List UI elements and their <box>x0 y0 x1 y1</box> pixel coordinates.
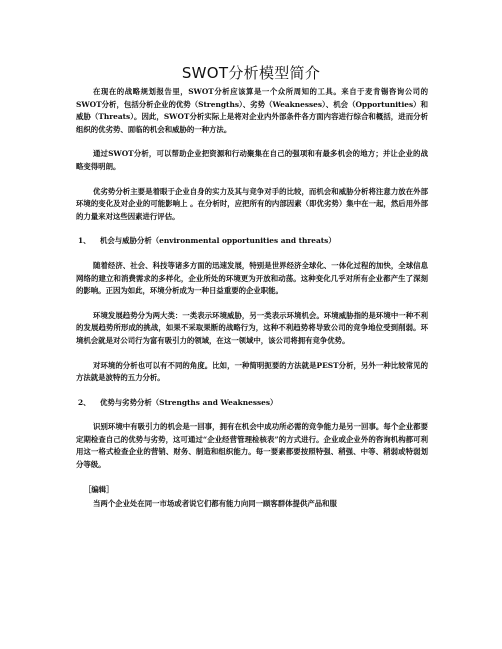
paragraph-analysis-methods: 对环境的分析也可以有不同的角度。比如，一种简明扼要的方法就是PEST分析，另外一种比较常见的方法就是波特的五力分析。 <box>76 360 428 383</box>
section-heading-opportunities-threats <box>76 235 428 248</box>
document-title: SWOT分析模型简介 <box>181 64 321 82</box>
paragraph-benefit: 通过SWOT分析，可以帮助企业把资源和行动聚集在自己的强项和有最多机会的地方；并让企业的战略变得明朗。 <box>76 149 428 171</box>
paragraph-threats-opportunities: 环境发展趋势分为两大类：一类表示环境威胁，另一类表示环境机会。环境威胁指的是环境中一种不利的发展趋势所形成的挑战，如果不采取果断的战略行为，这种不利趋势将导致公司的竞争地位受到削弱。环境机会就是对公司行为富有吸引力的领域，在这一领域中，该公司将拥有竞争优势。 <box>76 310 428 345</box>
paragraph-analysis-focus: 优劣势分析主要是着眼于企业自身的实力及其与竞争对手的比较，而机会和威胁分析将注意力放在外部环境的变化及对企业的可能影响上 。在分析时，应把所有的内部因素（即优劣势）集中在一起，然后用外部的力量来对这些因素进行评估。 <box>76 186 428 221</box>
section-heading-text: 优势与劣势分析（Strengths and Weaknesses） <box>100 397 278 407</box>
paragraph-intro: 在现在的战略规划报告里，SWOT分析应该算是一个众所周知的工具。来自于麦肯锡咨询公司的SWOT分析，包括分析企业的优势（Strengths）、劣势（Weaknesses）、机会（Opportunities）和威胁（Threats）。因此，SWOT分析实际上是将对企业内外部条件各方面内容进行综合和概括，进而分析组织的优劣势、面临的机会和威胁的一种方法。 <box>76 87 428 134</box>
section-heading-text: 机会与威胁分析（environmental opportunities and threats） <box>100 236 336 246</box>
document-body <box>76 86 428 523</box>
paragraph-environment-change: 随着经济、社会、科技等诸多方面的迅速发展，特别是世界经济全球化、一体化过程的加快，全球信息网络的建立和消费需求的多样化，企业所处的环境更为开放和动荡。这种变化几乎对所有企业都产生了深刻的影响。正因为如此，环境分析成为一种日益重要的企业职能。 <box>76 260 428 296</box>
edit-link[interactable]: ［编辑］ <box>84 484 114 494</box>
paragraph-competition: 当两个企业处在同一市场或者说它们都有能力向同一顾客群体提供产品和服 <box>93 499 337 509</box>
section-heading-strengths-weaknesses <box>76 397 428 410</box>
section-number: 2、 <box>78 397 91 407</box>
section-number: 1、 <box>78 236 91 246</box>
paragraph-checklist: 识别环境中有吸引力的机会是一回事，拥有在机会中成功所必需的竞争能力是另一回事。每个企业都要定期检查自己的优势与劣势，这可通过“企业经营管理检核表”的方式进行。企业或企业外的咨询机构都可利用这一格式检查企业的营销、财务、制造和组织能力。每一要素都要按照特强、稍强、中等、稍弱或特弱划分等级。 <box>76 422 428 470</box>
